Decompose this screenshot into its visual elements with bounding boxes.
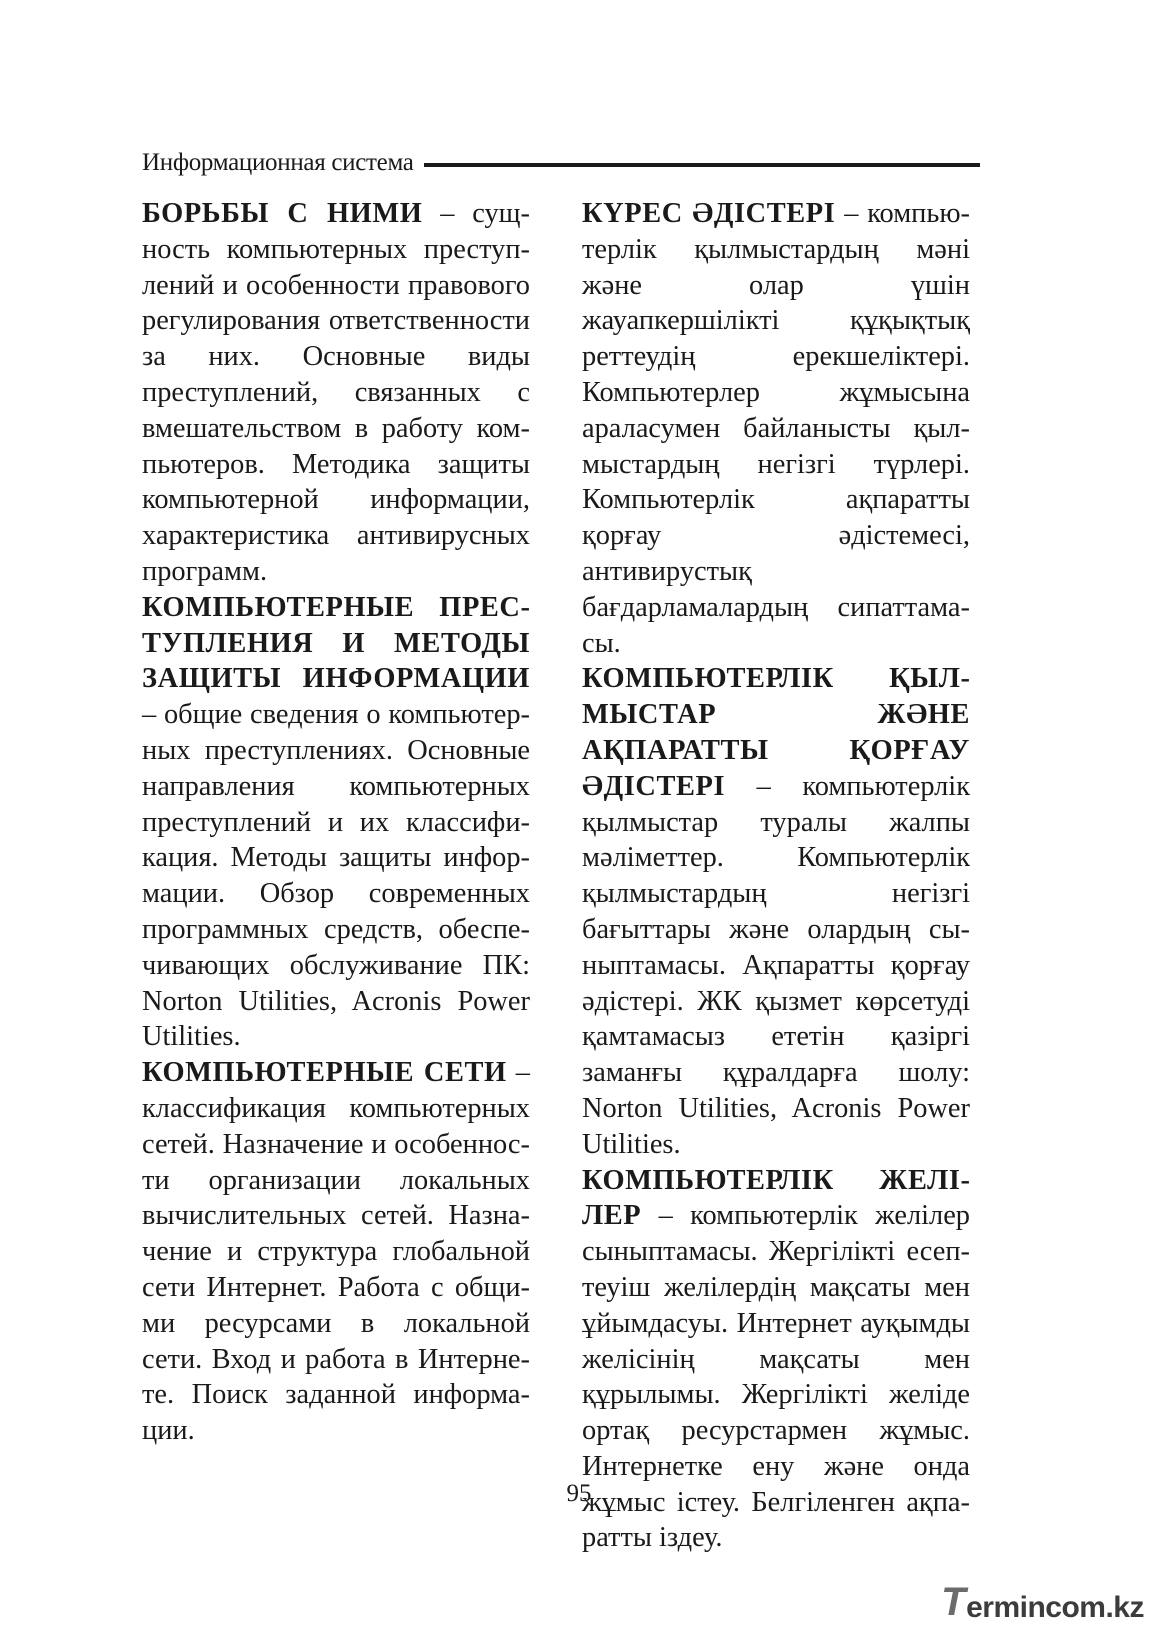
entry-term: КОМПЬЮТЕРНЫЕ СЕТИ <box>142 1057 507 1089</box>
site-watermark <box>941 1580 1144 1625</box>
watermark-text: ermincom.kz <box>966 1591 1144 1624</box>
left-column <box>142 196 530 1449</box>
running-head-title: Информационная система <box>142 149 414 176</box>
entry-term: КОМПЬЮТЕРНЫЕ ПРЕСТУПЛЕНИЯ И МЕТОДЫ ЗАЩИТЫ ИНФОРМАЦИИ <box>142 591 530 695</box>
entry-term: БОРЬБЫ С НИМИ <box>142 198 423 229</box>
entry-definition: – компьютерлік желілер сыныптамасы. Жергілікті есептеуіш желілердің мақсаты мен ұйымдасуы. Интернет ауқымды желісінің мақсаты мен құрылымы. Жергілікті желіде ортақ ресурстармен жұмыс. Интернетке ену және онда жұмыс істеу. Белгіленген ақпаратты іздеу. <box>582 1200 970 1554</box>
dictionary-entry <box>142 1055 530 1449</box>
entry-term: КОМПЬЮТЕРЛІК ЖЕЛІЛЕР <box>582 1164 970 1232</box>
running-head <box>142 146 980 180</box>
dictionary-entry <box>582 196 970 661</box>
dictionary-entry <box>142 590 530 1055</box>
dictionary-entry <box>582 661 970 1162</box>
entry-term: КОМПЬЮТЕРЛІК ҚЫЛМЫСТАР ЖӘНЕ АҚПАРАТТЫ ҚОРҒАУ ӘДІСТЕРІ <box>582 663 970 802</box>
entry-definition: – компьютерлік қылмыстар туралы жалпы мәліметтер. Компьютерлік қылмыстардың негізгі бағыттары және олардың сыныптамасы. Ақпаратты қорғау әдістері. ЖК қызмет көрсетуді қамтамасыз ететін қазіргі заманғы құралдарға шолу: Norton Utilities, Acronis Power Utilities. <box>582 770 970 1160</box>
entry-definition: – компьютерлік қылмыстардың мәні және олар үшін жауапкершілікті құқықтық реттеудің ерекшеліктері. Компьютерлер жұмысына араласумен байланысты қылмыстардың негізгі түрлері. Компьютерлік ақпаратты қорғау әдістемесі, антивирустық бағдарламалардың сипаттамасы. <box>582 198 970 659</box>
right-column <box>582 196 970 1556</box>
entry-definition: – классификация компьютерных сетей. Назначение и особенности организации локальных вычислительных сетей. Назначение и структура глобальной сети Интернет. Работа с общими ресурсами в локальной сети. Вход и работа в Интернете. Поиск заданной информации. <box>142 1057 530 1447</box>
watermark-t-logo: T <box>941 1580 966 1624</box>
dictionary-entry <box>142 196 530 590</box>
page-number: 95 <box>566 1480 592 1507</box>
entry-definition: – общие сведения о компьютерных преступлениях. Основные направления компьютерных преступлений и их классификация. Методы защиты информации. Обзор современных программных средств, обеспечивающих обслуживание ПК: Norton Utilities, Acronis Power Utilities. <box>142 699 530 1053</box>
entry-term: КҮРЕС ӘДІСТЕРІ <box>582 198 836 229</box>
entry-definition: – сущность компьютерных преступлений и особенности правового регулирования ответственности за них. Основные виды преступлений, связанных с вмешательством в работу компьютеров. Методика защиты компьютерной информации, характеристика антивирусных программ. <box>142 198 530 587</box>
running-head-rule <box>424 163 980 167</box>
